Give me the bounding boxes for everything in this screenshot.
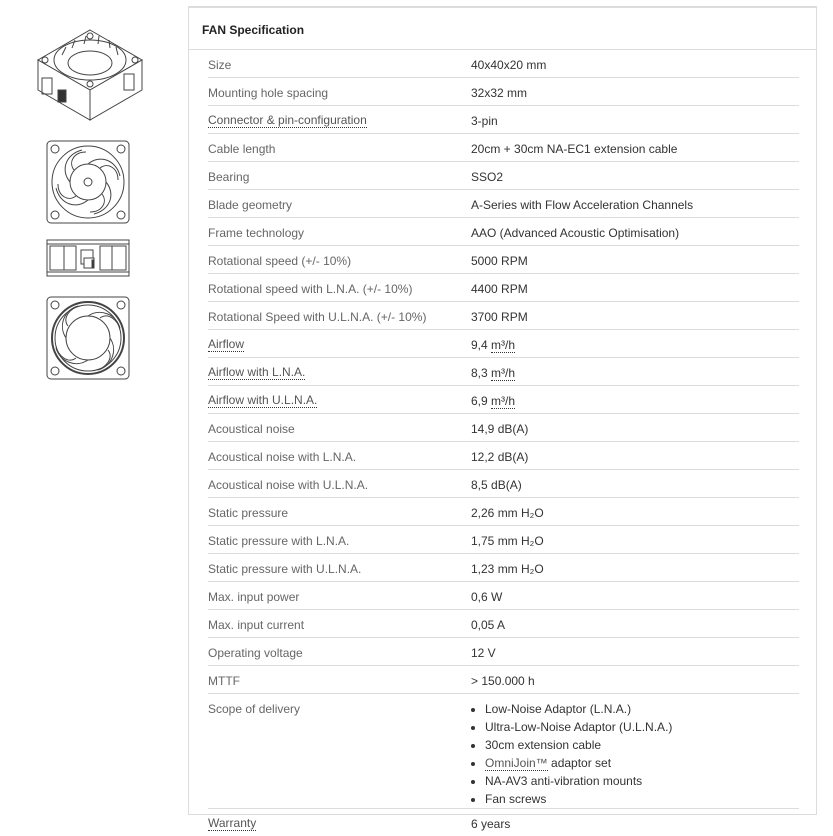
delivery-item	[485, 754, 672, 772]
spec-row-airflow-with-u-l-n-a	[208, 386, 799, 414]
spec-value: 8,5 dB(A)	[471, 478, 522, 492]
spec-label: Bearing	[208, 170, 250, 184]
spec-label: Operating voltage	[208, 646, 303, 660]
spec-label: Cable length	[208, 142, 276, 156]
unit-tooltip[interactable]: m³/h	[491, 366, 516, 380]
spec-label: Rotational Speed with U.L.N.A. (+/- 10%)	[208, 310, 427, 324]
spec-value	[471, 366, 515, 380]
fan-isometric-image[interactable]	[32, 20, 148, 130]
spec-row-blade-geometry	[208, 190, 799, 218]
spec-value-number: 6,9	[471, 394, 488, 408]
delivery-item: • NA-AV3 anti-vibration mounts	[485, 772, 672, 790]
spec-value	[471, 394, 515, 408]
spec-label: Static pressure	[208, 506, 289, 520]
spec-value: 0,05 A	[471, 618, 506, 632]
spec-value	[471, 338, 515, 352]
spec-label: Rotational speed (+/- 10%)	[208, 254, 352, 268]
spec-value: 3700 RPM	[471, 310, 528, 324]
spec-label: Mounting hole spacing	[208, 86, 329, 100]
spec-value: 40x40x20 mm	[471, 58, 547, 72]
spec-label: Acoustical noise	[208, 422, 295, 436]
fan-back-image[interactable]	[46, 296, 130, 380]
spec-row-connector-pin-configuration	[208, 106, 799, 134]
spec-row-frame-technology	[208, 218, 799, 246]
fan-side-image[interactable]	[46, 236, 130, 280]
spec-value: 4400 RPM	[471, 282, 528, 296]
spec-row-airflow-with-l-n-a	[208, 358, 799, 386]
spec-row-rotational-speed-with-u-l-n-a-10	[208, 302, 799, 330]
spec-row-acoustical-noise	[208, 414, 799, 442]
spec-row-rotational-speed-10	[208, 246, 799, 274]
spec-table	[208, 50, 799, 836]
spec-value: 5000 RPM	[471, 254, 528, 268]
spec-value: 32x32 mm	[471, 86, 528, 100]
delivery-item: • Low-Noise Adaptor (L.N.A.)	[485, 700, 672, 718]
spec-row-acoustical-noise-with-l-n-a	[208, 442, 799, 470]
spec-header	[189, 8, 816, 50]
spec-row-mttf	[208, 666, 799, 694]
spec-row-static-pressure-with-l-n-a	[208, 526, 799, 554]
spec-value: 1,23 mm H₂O	[471, 562, 544, 576]
spec-row-cable-length	[208, 134, 799, 162]
delivery-item: • Ultra-Low-Noise Adaptor (U.L.N.A.)	[485, 718, 672, 736]
spec-value: 20cm + 30cm NA-EC1 extension cable	[471, 142, 678, 156]
spec-value: 3-pin	[471, 114, 498, 128]
spec-value: > 150.000 h	[471, 674, 535, 688]
spec-value: AAO (Advanced Acoustic Optimisation)	[471, 226, 680, 240]
spec-row-airflow	[208, 330, 799, 358]
omnijoin-tooltip[interactable]: OmniJoin™	[485, 756, 548, 770]
spec-label[interactable]: Airflow with L.N.A.	[208, 365, 306, 379]
spec-label: Max. input current	[208, 618, 305, 632]
delivery-item: • 30cm extension cable	[485, 736, 672, 754]
spec-label: MTTF	[208, 674, 240, 688]
spec-label: Size	[208, 58, 232, 72]
spec-label: Acoustical noise with U.L.N.A.	[208, 478, 369, 492]
spec-row-acoustical-noise-with-u-l-n-a	[208, 470, 799, 498]
spec-value: SSO2	[471, 170, 504, 184]
spec-row-scope-of-delivery	[208, 694, 799, 809]
spec-label[interactable]: Connector & pin-configuration	[208, 113, 367, 127]
unit-tooltip[interactable]: m³/h	[491, 338, 516, 352]
spec-value: 2,26 mm H₂O	[471, 506, 544, 520]
spec-value: 12 V	[471, 646, 496, 660]
delivery-item-text: adaptor set	[547, 756, 612, 770]
spec-row-static-pressure-with-u-l-n-a	[208, 554, 799, 582]
fan-front-image[interactable]	[46, 140, 130, 224]
spec-title: FAN Specification	[202, 23, 305, 37]
spec-row-mounting-hole-spacing	[208, 78, 799, 106]
spec-label[interactable]: Warranty	[208, 816, 257, 830]
spec-value-number: 8,3	[471, 366, 488, 380]
spec-row-operating-voltage	[208, 638, 799, 666]
spec-row-max-input-power	[208, 582, 799, 610]
spec-label: Acoustical noise with L.N.A.	[208, 450, 357, 464]
spec-label: Static pressure with L.N.A.	[208, 534, 350, 548]
spec-label[interactable]: Airflow with U.L.N.A.	[208, 393, 318, 407]
spec-value: A-Series with Flow Acceleration Channels	[471, 198, 694, 212]
spec-row-static-pressure	[208, 498, 799, 526]
spec-label[interactable]: Airflow	[208, 337, 245, 351]
spec-row-rotational-speed-with-l-n-a-10	[208, 274, 799, 302]
spec-label: Max. input power	[208, 590, 300, 604]
spec-label: Rotational speed with L.N.A. (+/- 10%)	[208, 282, 413, 296]
spec-value: 6 years	[471, 817, 511, 831]
spec-label: Scope of delivery	[208, 702, 301, 716]
spec-value: 1,75 mm H₂O	[471, 534, 544, 548]
spec-value: 0,6 W	[471, 590, 503, 604]
spec-row-bearing	[208, 162, 799, 190]
spec-label: Static pressure with U.L.N.A.	[208, 562, 362, 576]
spec-value: 12,2 dB(A)	[471, 450, 529, 464]
spec-value: 14,9 dB(A)	[471, 422, 529, 436]
spec-row-size	[208, 50, 799, 78]
spec-label: Frame technology	[208, 226, 305, 240]
spec-row-max-input-current	[208, 610, 799, 638]
delivery-item: • Fan screws	[485, 790, 672, 808]
spec-label: Blade geometry	[208, 198, 293, 212]
fan-specification-panel	[188, 6, 817, 831]
unit-tooltip[interactable]: m³/h	[491, 394, 516, 408]
spec-value-number: 9,4	[471, 338, 488, 352]
delivery-list	[471, 700, 672, 808]
